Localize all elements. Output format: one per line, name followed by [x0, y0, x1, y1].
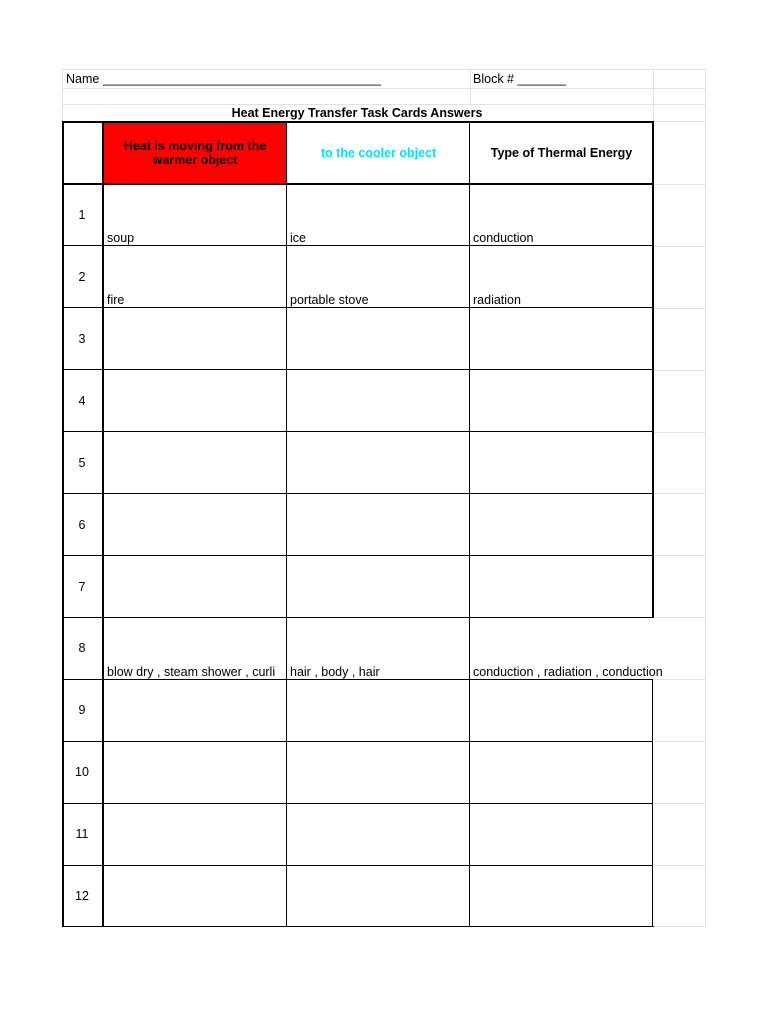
warm-cell: soup — [107, 231, 135, 245]
gridline — [653, 679, 705, 680]
type-cell: conduction — [473, 231, 534, 245]
table-border — [286, 121, 287, 927]
table-border — [62, 741, 653, 742]
gridline — [653, 493, 705, 494]
gridline — [62, 69, 705, 70]
gridline — [62, 88, 705, 89]
cool-cell: ice — [290, 231, 306, 245]
row-number: 7 — [78, 580, 86, 594]
table-border — [62, 803, 653, 804]
table-border — [62, 431, 653, 432]
gridline — [705, 69, 706, 927]
table-border — [469, 121, 470, 927]
table-border — [62, 555, 653, 556]
page-title: Heat Energy Transfer Task Cards Answers — [231, 106, 483, 120]
gridline — [653, 741, 705, 742]
table-border — [62, 493, 653, 494]
row-number: 4 — [78, 394, 86, 408]
gridline — [653, 555, 705, 556]
row-number: 11 — [75, 827, 89, 841]
header-cooler-object: to the cooler object — [320, 146, 437, 160]
gridline — [653, 246, 705, 247]
gridline — [470, 69, 471, 105]
gridline — [653, 803, 705, 804]
gridline — [62, 104, 705, 105]
gridline — [653, 69, 654, 122]
gridline — [653, 432, 705, 433]
table-border — [62, 121, 64, 927]
row-number: 10 — [75, 765, 89, 779]
table-border — [62, 369, 653, 370]
warm-cell: blow dry , steam shower , curli — [107, 665, 276, 679]
row-number: 8 — [78, 641, 86, 655]
gridline — [653, 308, 705, 309]
table-border — [62, 617, 653, 618]
table-border — [62, 679, 653, 680]
table-border — [62, 121, 654, 123]
row-number: 3 — [78, 332, 86, 346]
warm-cell: fire — [107, 293, 125, 307]
header-thermal-energy-type: Type of Thermal Energy — [490, 146, 633, 160]
cool-cell: portable stove — [290, 293, 369, 307]
table-border — [62, 865, 653, 866]
row-number: 6 — [78, 518, 86, 532]
table-border — [102, 121, 104, 927]
gridline — [653, 184, 705, 185]
table-border — [62, 307, 653, 308]
row-number: 9 — [78, 703, 86, 717]
table-border — [62, 926, 654, 927]
type-cell: radiation — [473, 293, 521, 307]
table-border — [62, 245, 653, 246]
row-number: 2 — [78, 270, 86, 284]
gridline — [653, 926, 705, 927]
gridline — [653, 865, 705, 866]
block-field-label: Block # _______ — [473, 72, 567, 86]
cool-cell: hair , body , hair — [290, 665, 380, 679]
gridline — [653, 617, 705, 618]
type-cell: conduction , radiation , conduction — [473, 665, 663, 679]
header-warmer-object: Heat is moving from the warmer object — [103, 122, 287, 184]
row-number: 12 — [75, 889, 89, 903]
gridline — [653, 370, 705, 371]
row-number: 5 — [78, 456, 86, 470]
row-number: 1 — [78, 208, 86, 222]
table-border — [62, 183, 654, 185]
name-field-label: Name ________________________________________ — [66, 72, 381, 86]
